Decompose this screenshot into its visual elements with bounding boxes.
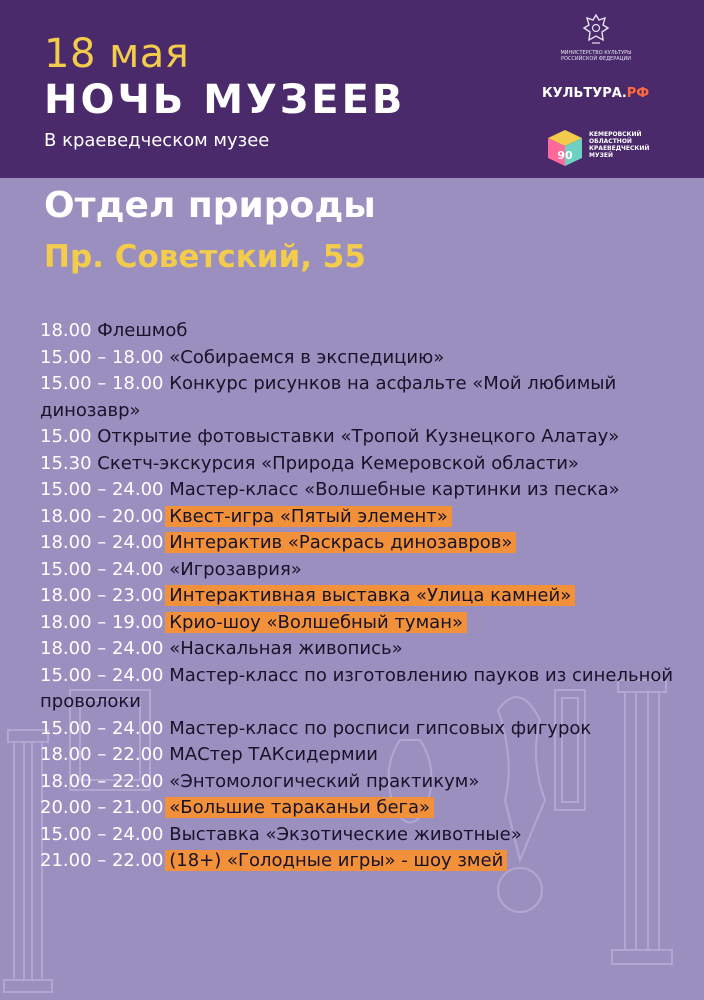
kultura-logo xyxy=(542,86,649,101)
schedule-item-13 xyxy=(40,716,680,743)
schedule-time: 15.00 – 18.00 xyxy=(40,346,164,368)
ministry-logo xyxy=(548,12,644,62)
schedule-time: 15.00 xyxy=(40,426,92,447)
schedule-item-17 xyxy=(40,822,680,849)
event-name: НОЧЬ МУЗЕЕВ xyxy=(44,77,406,123)
schedule-time: 15.00 – 24.00 xyxy=(40,664,164,686)
schedule-item-14 xyxy=(40,742,680,769)
schedule-item-15 xyxy=(40,769,680,796)
schedule-time: 21.00 – 22.00 xyxy=(40,850,164,871)
schedule-desc: Интерактивная выставка «Улица камней» xyxy=(165,585,575,606)
schedule-time: 15.00 – 24.00 xyxy=(40,558,164,580)
kultura-rf-text: РФ xyxy=(626,86,650,101)
museum-name-line: ОБЛАСТНОЙ xyxy=(589,137,632,145)
schedule-item-0 xyxy=(40,318,680,345)
schedule-time: 18.00 – 24.00 xyxy=(40,532,164,553)
kultura-main-text: КУЛЬТУРА. xyxy=(542,86,627,101)
schedule-desc: Интерактив «Раскрась динозавров» xyxy=(165,532,516,553)
schedule-item-5 xyxy=(40,477,680,504)
museum-badge: 90 xyxy=(557,149,573,162)
schedule-list xyxy=(40,318,680,875)
schedule-desc: Квест-игра «Пятый элемент» xyxy=(165,506,452,527)
schedule-desc: Мастер-класс по изготовлению пауков из синельной проволоки xyxy=(40,664,674,712)
schedule-item-2 xyxy=(40,371,680,424)
schedule-time: 18.00 – 24.00 xyxy=(40,638,164,659)
section-title: Отдел природы xyxy=(44,185,376,226)
schedule-item-6 xyxy=(40,504,680,531)
museum-name-line: МУЗЕЙ xyxy=(589,151,613,159)
schedule-item-7 xyxy=(40,530,680,557)
schedule-item-10 xyxy=(40,610,680,637)
schedule-desc: Открытие фотовыставки «Тропой Кузнецкого Алатау» xyxy=(97,426,620,447)
museum-logo xyxy=(545,128,655,168)
schedule-desc: Мастер-класс по росписи гипсовых фигурок xyxy=(169,717,592,739)
museum-name-line: КРАЕВЕДЧЕСКИЙ xyxy=(589,144,650,152)
schedule-time: 15.00 – 24.00 xyxy=(40,717,164,739)
schedule-item-1 xyxy=(40,345,680,372)
schedule-desc: (18+) «Голодные игры» - шоу змей xyxy=(165,850,507,871)
schedule-desc: МАСтер ТАКсидермии xyxy=(169,744,378,765)
schedule-desc: Выставка «Экзотические животные» xyxy=(169,823,522,845)
schedule-item-16 xyxy=(40,795,680,822)
schedule-desc: Флешмоб xyxy=(97,320,188,341)
schedule-item-11 xyxy=(40,636,680,663)
event-date: 18 мая xyxy=(44,31,190,77)
schedule-item-3 xyxy=(40,424,680,451)
schedule-item-4 xyxy=(40,451,680,478)
schedule-desc: «Большие тараканьи бега» xyxy=(165,797,434,818)
schedule-time: 18.00 – 22.00 xyxy=(40,744,164,765)
schedule-time: 18.00 – 23.00 xyxy=(40,585,164,606)
schedule-item-12 xyxy=(40,663,680,716)
schedule-item-8 xyxy=(40,557,680,584)
schedule-time: 20.00 – 21.00 xyxy=(40,797,164,818)
schedule-time: 15.00 – 18.00 xyxy=(40,373,164,394)
schedule-desc: Скетч-экскурсия «Природа Кемеровской области» xyxy=(97,452,579,474)
eagle-emblem-icon xyxy=(581,12,611,48)
museum-name xyxy=(589,132,649,160)
section-address: Пр. Советский, 55 xyxy=(44,239,366,275)
schedule-desc: «Игрозаврия» xyxy=(169,558,302,580)
schedule-time: 18.00 xyxy=(40,320,92,341)
schedule-desc: «Энтомологический практикум» xyxy=(169,770,480,792)
schedule-time: 18.00 – 19.00 xyxy=(40,611,164,633)
schedule-time: 18.00 – 22.00 xyxy=(40,770,164,792)
header-banner xyxy=(0,0,704,178)
museum-name-line: КЕМЕРОВСКИЙ xyxy=(589,131,642,138)
schedule-desc: «Наскальная живопись» xyxy=(169,638,403,659)
schedule-time: 18.00 – 20.00 xyxy=(40,505,164,527)
schedule-desc: Крио-шоу «Волшебный туман» xyxy=(165,612,467,633)
venue-caption: В краеведческом музее xyxy=(44,130,270,151)
schedule-item-9 xyxy=(40,583,680,610)
schedule-item-18 xyxy=(40,848,680,875)
ministry-caption: МИНИСТЕРСТВО КУЛЬТУРЫ РОССИЙСКОЙ ФЕДЕРАЦИИ xyxy=(560,50,632,62)
schedule-desc: Мастер-класс «Волшебные картинки из песка» xyxy=(169,479,620,500)
schedule-time: 15.00 – 24.00 xyxy=(40,479,164,500)
schedule-time: 15.00 – 24.00 xyxy=(40,823,164,845)
schedule-time: 15.30 xyxy=(40,452,92,474)
museum-cube-icon xyxy=(545,128,585,168)
schedule-desc: Конкурс рисунков на асфальте «Мой любимый динозавр» xyxy=(40,373,617,421)
schedule-desc: «Собираемся в экспедицию» xyxy=(169,346,445,368)
